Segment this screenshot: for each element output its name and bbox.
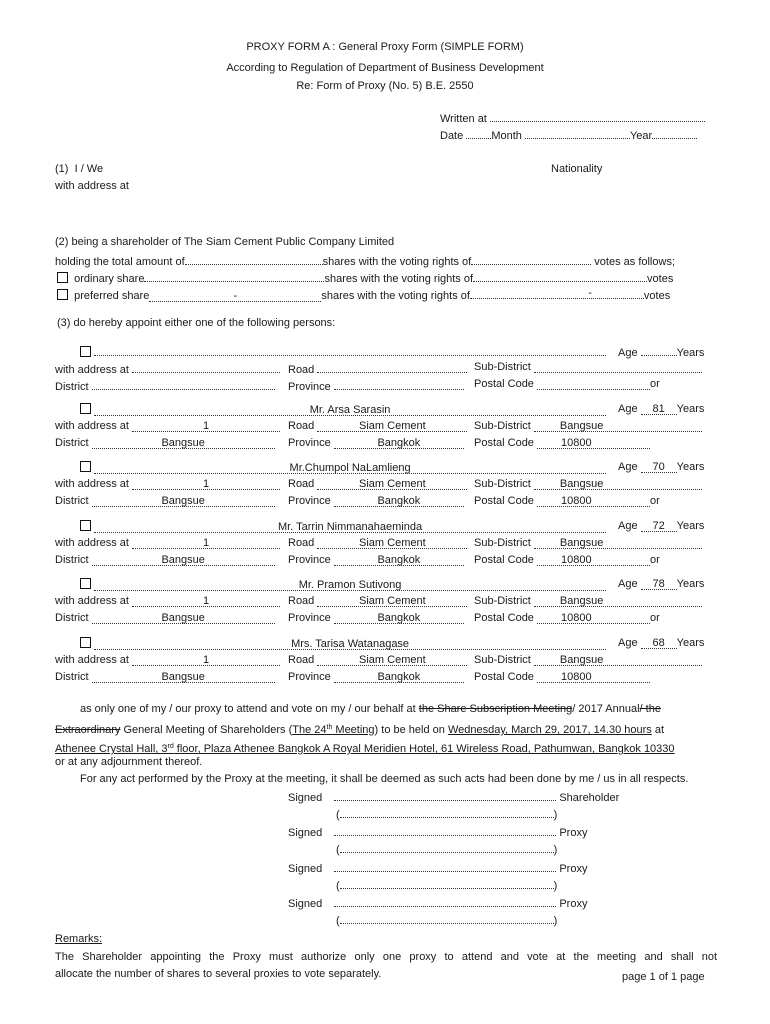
remarks-line2: allocate the number of shares to several proxies to vote separately. (55, 968, 382, 980)
proxy-house-no-field[interactable] (132, 595, 280, 607)
venue-a: Athenee Crystal Hall, 3 (55, 743, 168, 755)
proxy-postal-row (474, 495, 660, 508)
signer-role-label: Proxy (559, 898, 588, 910)
total-votes-field[interactable] (471, 253, 591, 265)
signature-row (288, 895, 587, 911)
proxy-checkbox[interactable] (80, 578, 91, 589)
proxy-checkbox[interactable] (80, 346, 91, 357)
proxy-province-field[interactable] (334, 437, 464, 449)
with-address-label: with address at (55, 364, 129, 376)
printed-name-row (336, 806, 557, 822)
preferred-shares-field[interactable] (149, 290, 321, 302)
subdistrict-label: Sub-District (474, 595, 531, 607)
signature-field[interactable] (334, 824, 556, 836)
proxy-province-row (288, 671, 464, 684)
open-paren: ( (336, 809, 340, 821)
proxy-postal-field[interactable] (537, 437, 650, 449)
subdistrict-label: Sub-District (474, 361, 531, 373)
meeting-venue (55, 740, 675, 756)
meeting-paragraph-line2 (55, 721, 664, 737)
proxy-road-field[interactable] (317, 537, 467, 549)
proxy-province-field[interactable] (334, 612, 464, 624)
proxy-province-field[interactable] (334, 554, 464, 566)
road-label: Road (288, 595, 315, 607)
proxy-age-row (618, 637, 704, 650)
open-paren: ( (336, 880, 340, 892)
subdistrict-label: Sub-District (474, 654, 531, 666)
years-label: Years (676, 403, 705, 415)
proxy-province-field[interactable] (334, 378, 464, 390)
proxy-subdistrict-row (474, 361, 702, 374)
proxy-postal: 10800 (561, 437, 592, 449)
proxy-road-row (288, 478, 467, 491)
meeting-number-b: Meeting (332, 724, 375, 736)
proxy-checkbox[interactable] (80, 637, 91, 648)
proxy-district-field[interactable] (92, 671, 275, 683)
ordinary-share-checkbox[interactable] (57, 272, 68, 283)
proxy-district-field[interactable] (92, 378, 275, 390)
proxy-province-row (288, 554, 464, 567)
subdistrict-label: Sub-District (474, 478, 531, 490)
struck-subscription-meeting: the Share Subscription Meeting (418, 703, 573, 715)
with-address-label: with address at (55, 595, 129, 607)
proxy-province-row (288, 378, 464, 394)
printed-name-field[interactable] (340, 877, 554, 889)
proxy-postal: 10800 (561, 671, 592, 683)
signer-role-label: Proxy (559, 863, 588, 875)
proxy-subdistrict-field[interactable] (534, 654, 702, 666)
proxy-postal-row (474, 554, 660, 567)
preferred-votes-label: votes (643, 290, 671, 302)
open-paren: ( (336, 915, 340, 927)
form-title: PROXY FORM A : General Proxy Form (SIMPLE FORM) (246, 41, 524, 53)
proxy-name-field[interactable] (94, 579, 606, 591)
close-paren: ) (553, 880, 558, 892)
proxy-province-row (288, 612, 464, 625)
proxy-age-row (618, 344, 704, 360)
close-paren: ) (553, 915, 558, 927)
section-1-row (55, 163, 103, 176)
proxy-subdistrict: Bangsue (559, 654, 604, 666)
preferred-votes-field[interactable] (470, 287, 644, 299)
written-at-label: Written at (440, 113, 487, 125)
years-label: Years (676, 347, 705, 359)
proxy-house-no: 1 (202, 420, 210, 432)
province-label: Province (288, 554, 331, 566)
proxy-road: Siam Cement (359, 595, 426, 607)
proxy-district-row (55, 437, 275, 450)
subdistrict-label: Sub-District (474, 537, 531, 549)
printed-name-field[interactable] (340, 912, 554, 924)
proxy-age-row (618, 578, 704, 591)
meeting-text-1: as only one of my / our proxy to attend and vote on my / our behalf at (80, 703, 416, 715)
age-label: Age (618, 403, 638, 415)
proxy-house-no-field[interactable] (132, 420, 280, 432)
postal-label: Postal Code (474, 554, 534, 566)
age-label: Age (618, 347, 638, 359)
proxy-postal-row (474, 671, 650, 684)
proxy-subdistrict: Bangsue (559, 478, 604, 490)
proxy-age: 70 (652, 461, 665, 473)
years-label: Years (676, 637, 705, 649)
proxy-subdistrict-field[interactable] (534, 361, 702, 373)
with-address-label: with address at (55, 654, 129, 666)
proxy-road-field[interactable] (317, 361, 467, 373)
proxy-checkbox[interactable] (80, 403, 91, 414)
proxy-name-field[interactable] (94, 344, 606, 356)
road-label: Road (288, 364, 315, 376)
proxy-subdistrict: Bangsue (559, 595, 604, 607)
proxy-name-row (80, 637, 606, 651)
meeting-date: Wednesday, March 29, 2017, 14.30 hours (447, 724, 652, 736)
postal-label: Postal Code (474, 671, 534, 683)
proxy-province-field[interactable] (334, 495, 464, 507)
proxy-subdistrict-field[interactable] (534, 420, 702, 432)
meeting-text-at: at (651, 724, 665, 736)
proxy-age: 78 (652, 578, 665, 590)
proxy-road-field[interactable] (317, 420, 467, 432)
proxy-province-row (288, 437, 464, 450)
subdistrict-label: Sub-District (474, 420, 531, 432)
section-3-heading: (3) do hereby appoint either one of the following persons: (57, 317, 336, 329)
ordinary-shares-field[interactable] (144, 270, 324, 282)
province-label: Province (288, 495, 331, 507)
proxy-checkbox[interactable] (80, 461, 91, 472)
district-label: District (55, 381, 89, 393)
ordinary-votes-label: votes (647, 273, 674, 285)
proxy-district-field[interactable] (92, 495, 275, 507)
proxy-road-row (288, 595, 467, 608)
proxy-road-field[interactable] (317, 478, 467, 490)
ordinary-rights-label: shares with the voting rights of (324, 273, 474, 285)
years-label: Years (676, 520, 705, 532)
printed-name-field[interactable] (340, 841, 554, 853)
proxy-district-row (55, 495, 275, 508)
proxy-postal: 10800 (561, 612, 592, 624)
section-1-number: (1) (55, 163, 69, 175)
ordinary-share-label: ordinary share (74, 273, 145, 285)
province-label: Province (288, 381, 331, 393)
proxy-postal-field[interactable] (537, 671, 650, 683)
proxy-subdistrict-row (474, 420, 702, 433)
proxy-or: or (650, 612, 660, 624)
proxy-address-row (55, 478, 280, 491)
proxy-postal-row (474, 612, 660, 625)
postal-label: Postal Code (474, 612, 534, 624)
close-paren: ) (553, 809, 558, 821)
proxy-house-no: 1 (202, 654, 210, 666)
years-label: Years (676, 461, 705, 473)
proxy-address-row (55, 537, 280, 550)
meeting-text-3: ) to be held on (374, 724, 448, 736)
proxy-road-row (288, 537, 467, 550)
age-label: Age (618, 578, 638, 590)
proxy-house-no-field[interactable] (132, 478, 280, 490)
signature-row (288, 860, 587, 876)
proxy-subdistrict-row (474, 654, 702, 667)
year-field[interactable] (652, 127, 697, 139)
proxy-road: Siam Cement (359, 654, 426, 666)
proxy-address-row (55, 420, 280, 433)
printed-name-row (336, 912, 557, 928)
district-label: District (55, 671, 89, 683)
proxy-name-row (80, 403, 606, 417)
proxy-checkbox[interactable] (80, 520, 91, 531)
nationality-label: Nationality (551, 163, 603, 175)
signature-row (288, 789, 619, 805)
proxy-road: Siam Cement (359, 420, 426, 432)
proxy-road-field[interactable] (317, 654, 467, 666)
proxy-subdistrict-row (474, 478, 702, 491)
month-field[interactable] (525, 127, 630, 139)
signature-field[interactable] (334, 895, 556, 907)
preferred-share-checkbox[interactable] (57, 289, 68, 300)
road-label: Road (288, 654, 315, 666)
signed-label: Signed (288, 863, 323, 875)
postal-label: Postal Code (474, 495, 534, 507)
proxy-district: Bangsue (161, 437, 205, 449)
proxy-province: Bangkok (377, 554, 421, 566)
proxy-name: Mr. Tarrin Nimmanahaeminda (278, 521, 423, 533)
proxy-or: or (650, 495, 660, 507)
proxy-house-no-field[interactable] (132, 361, 280, 373)
close-paren: ) (553, 844, 558, 856)
struck-the: / the (639, 703, 661, 715)
district-label: District (55, 554, 89, 566)
proxy-house-no-field[interactable] (132, 654, 280, 666)
signature-field[interactable] (334, 860, 556, 872)
proxy-name: Mrs. Tarisa Watanagase (291, 638, 410, 650)
province-label: Province (288, 671, 331, 683)
proxy-or: or (650, 554, 660, 566)
proxy-district: Bangsue (161, 612, 205, 624)
form-subtitle: According to Regulation of Department of Business Development (226, 62, 544, 74)
proxy-name-field[interactable] (94, 638, 606, 650)
total-shares-row (55, 253, 675, 269)
proxy-road: Siam Cement (359, 537, 426, 549)
proxy-age: 68 (652, 637, 665, 649)
signature-field[interactable] (334, 789, 556, 801)
signature-row (288, 824, 587, 840)
age-label: Age (618, 461, 638, 473)
page-number: page 1 of 1 page (622, 971, 705, 983)
proxy-age-row (618, 461, 704, 474)
proxy-age: 81 (652, 403, 665, 415)
proxy-subdistrict-field[interactable] (534, 595, 702, 607)
proxy-postal-row (474, 437, 650, 450)
proxy-age-field[interactable] (641, 461, 677, 473)
proxy-age-field[interactable] (641, 403, 677, 415)
proxy-name-row (80, 461, 606, 475)
proxy-province: Bangkok (377, 671, 421, 683)
section-2-heading: (2) being a shareholder of The Siam Cement Public Company Limited (55, 236, 395, 248)
year-label: Year (629, 130, 653, 142)
proxy-house-no-field[interactable] (132, 537, 280, 549)
with-address-label: with address at (55, 420, 129, 432)
proxy-district: Bangsue (161, 554, 205, 566)
proxy-province: Bangkok (377, 612, 421, 624)
proxy-or: or (650, 378, 660, 390)
venue-b: floor, Plaza Athenee Bangkok A Royal Meridien Hotel, 61 Wireless Road, Pathumwan, Bangkok 10330 (173, 743, 675, 755)
preferred-share-label: preferred share (74, 290, 150, 302)
proxy-subdistrict-row (474, 537, 702, 550)
i-we-label: I / We (74, 163, 104, 175)
proxy-age-field[interactable] (641, 637, 677, 649)
proxy-name: Mr.Chumpol NaLamlieng (289, 462, 411, 474)
month-label: Month (491, 130, 522, 142)
votes-follows-label: votes as follows; (594, 256, 675, 268)
written-at-field[interactable] (490, 110, 705, 122)
proxy-name-row (80, 578, 606, 592)
proxy-name-row (80, 344, 606, 360)
proxy-age-field[interactable] (641, 578, 677, 590)
proxy-name-field[interactable] (94, 404, 606, 416)
preferred-rights-label: shares with the voting rights of (321, 290, 470, 302)
proxy-subdistrict-row (474, 595, 702, 608)
preferred-share-row (57, 287, 670, 303)
proxy-postal: 10800 (561, 554, 592, 566)
total-shares-field[interactable] (185, 253, 323, 265)
proxy-house-no: 1 (202, 537, 210, 549)
proxy-name: Mr. Pramon Sutivong (298, 579, 402, 591)
venue-sup: rd (167, 743, 174, 750)
remarks-title: Remarks: (55, 933, 103, 945)
proxy-subdistrict: Bangsue (559, 537, 604, 549)
printed-name-row (336, 877, 557, 893)
proxy-province-field[interactable] (334, 671, 464, 683)
preferred-votes-value: - (588, 287, 592, 299)
proxy-road-row (288, 654, 467, 667)
written-at-row (440, 110, 705, 126)
meeting-number-sup: th (326, 724, 333, 731)
proxy-province-row (288, 495, 464, 508)
proxy-road-field[interactable] (317, 595, 467, 607)
printed-name-row (336, 841, 557, 857)
proxy-district-field[interactable] (92, 554, 275, 566)
deemed-acts-text: For any act performed by the Proxy at the meeting, it shall be deemed as such acts had been done by me / us in all respects. (80, 773, 689, 785)
proxy-age-row (618, 520, 704, 533)
proxy-postal-field[interactable] (537, 612, 650, 624)
district-label: District (55, 612, 89, 624)
form-reference: Re: Form of Proxy (No. 5) B.E. 2550 (296, 80, 474, 92)
proxy-district-field[interactable] (92, 437, 275, 449)
years-label: Years (676, 578, 705, 590)
signer-role-label: Proxy (559, 827, 588, 839)
proxy-address-row (55, 361, 280, 377)
proxy-road: Siam Cement (359, 478, 426, 490)
shares-rights-label: shares with the voting rights of (322, 256, 472, 268)
district-label: District (55, 437, 89, 449)
age-label: Age (618, 637, 638, 649)
proxy-road-row (288, 361, 467, 377)
date-field[interactable] (466, 127, 491, 139)
postal-label: Postal Code (474, 378, 534, 390)
signer-role-label: Shareholder (559, 792, 620, 804)
with-address-label: with address at (55, 537, 129, 549)
proxy-subdistrict-field[interactable] (534, 537, 702, 549)
proxy-province: Bangkok (377, 495, 421, 507)
remarks-line1: The Shareholder appointing the Proxy must authorize only one proxy to attend and vote at the meeting and shall not (55, 951, 717, 963)
road-label: Road (288, 420, 315, 432)
proxy-address-row (55, 654, 280, 667)
date-row (440, 127, 697, 143)
proxy-district: Bangsue (161, 671, 205, 683)
proxy-district: Bangsue (161, 495, 205, 507)
proxy-name: Mr. Arsa Sarasin (309, 404, 391, 416)
proxy-name-row (80, 520, 606, 534)
proxy-subdistrict-field[interactable] (534, 478, 702, 490)
meeting-number (292, 724, 374, 736)
district-label: District (55, 495, 89, 507)
proxy-name-field[interactable] (94, 462, 606, 474)
meeting-text-2: General Meeting of Shareholders ( (120, 724, 293, 736)
with-address-label: with address at (55, 478, 129, 490)
meeting-number-a: The 24 (292, 724, 327, 736)
adjournment-text: or at any adjournment thereof. (55, 756, 203, 768)
proxy-postal-row (474, 378, 660, 391)
proxy-postal-field[interactable] (537, 495, 650, 507)
date-label: Date (440, 130, 464, 142)
proxy-postal-field[interactable] (537, 378, 650, 390)
proxy-province: Bangkok (377, 437, 421, 449)
proxy-age: 72 (652, 520, 665, 532)
proxy-district-row (55, 554, 275, 567)
shareholder-address-label: with address at (55, 180, 129, 192)
signed-label: Signed (288, 898, 323, 910)
proxy-age-field[interactable] (641, 344, 677, 356)
signed-label: Signed (288, 827, 323, 839)
age-label: Age (618, 520, 638, 532)
ordinary-share-row (57, 270, 673, 286)
road-label: Road (288, 478, 315, 490)
proxy-postal: 10800 (561, 495, 592, 507)
open-paren: ( (336, 844, 340, 856)
proxy-house-no: 1 (202, 478, 210, 490)
postal-label: Postal Code (474, 437, 534, 449)
proxy-district-row (55, 378, 275, 394)
signed-label: Signed (288, 792, 323, 804)
proxy-road-row (288, 420, 467, 433)
proxy-age-row (618, 403, 704, 416)
province-label: Province (288, 612, 331, 624)
proxy-address-row (55, 595, 280, 608)
meeting-paragraph-line1 (80, 703, 661, 716)
province-label: Province (288, 437, 331, 449)
printed-name-field[interactable] (340, 806, 554, 818)
proxy-name-field[interactable] (94, 521, 606, 533)
struck-extraordinary: Extraordinary (55, 724, 121, 736)
preferred-shares-value: - (233, 290, 238, 302)
proxy-district-field[interactable] (92, 612, 275, 624)
proxy-age-field[interactable] (641, 520, 677, 532)
holding-label: holding the total amount of (55, 256, 185, 268)
meeting-text-annual: / 2017 Annual (572, 703, 640, 715)
proxy-district-row (55, 671, 275, 684)
proxy-house-no: 1 (202, 595, 210, 607)
road-label: Road (288, 537, 315, 549)
proxy-subdistrict: Bangsue (559, 420, 604, 432)
proxy-postal-field[interactable] (537, 554, 650, 566)
ordinary-votes-field[interactable] (473, 270, 647, 282)
proxy-district-row (55, 612, 275, 625)
